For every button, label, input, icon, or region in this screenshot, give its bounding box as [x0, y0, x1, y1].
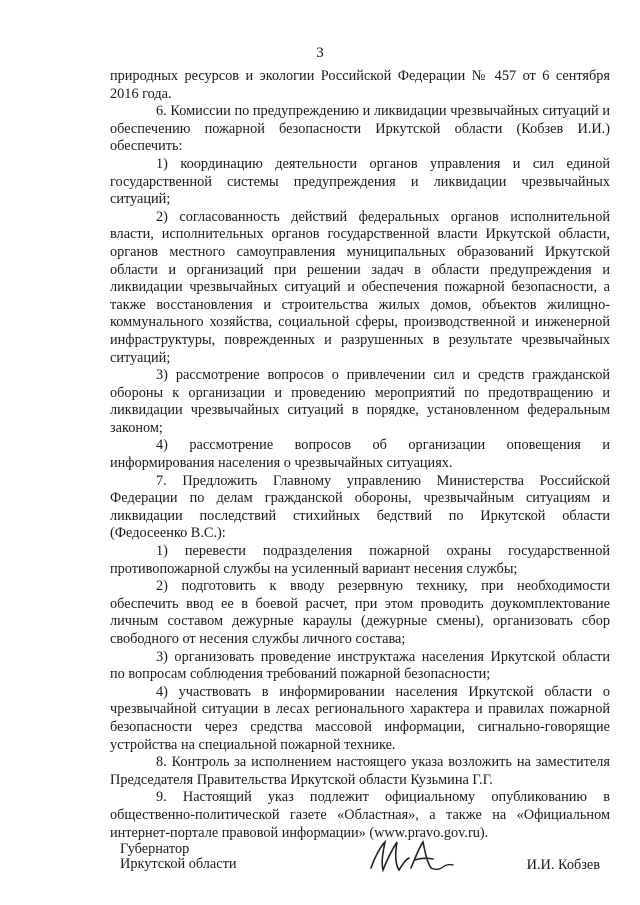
handwritten-signature-icon [365, 834, 455, 880]
paragraph: 2) согласованность действий федеральных органов исполнительной власти, исполнительных органов государственной власти Иркутской области, органов местного самоуправления муниципальных образований Иркутской области и организаций при решении задач в области предупреждения и ликвидации чрезвычайных ситуаций и обеспечения пожарной безопасности, а также восстановления и строительства жилых домов, объектов жилищно-коммунального хозяйства, социальной сферы, производственной и инженерной инфраструктуры, поврежденных и разрушенных в результате чрезвычайных ситуаций; [110, 208, 610, 366]
signature-block [110, 842, 610, 882]
signatory-title-line1: Губернатор [120, 841, 190, 857]
paragraph: 4) рассмотрение вопросов об организации оповещения и информирования населения о чрезвычайных ситуациях. [110, 437, 610, 472]
paragraph: 1) перевести подразделения пожарной охраны государственной противопожарной службы на усиленный вариант несения службы; [110, 543, 610, 577]
paragraph: 3) организовать проведение инструктажа населения Иркутской области по вопросам соблюдения требований пожарной безопасности; [110, 648, 610, 683]
paragraph: 4) участвовать в информировании населения Иркутской области о чрезвычайной ситуации в лесах регионального характера и правилах пожарной безопасности через средства массовой информации, сигнально-говорящие устройства на специальной пожарной технике. [110, 683, 610, 753]
document-body [110, 68, 610, 842]
paragraph: природных ресурсов и экологии Российской Федерации № 457 от 6 сентября 2016 года. [110, 68, 610, 102]
paragraph: 3) рассмотрение вопросов о привлечении сил и средств гражданской обороны к организации и проведению мероприятий по предотвращению и ликвидации чрезвычайных ситуаций в порядке, установленном федеральным законом; [110, 367, 610, 436]
paragraph: 1) координацию деятельности органов управления и сил единой государственной системы предупреждения и ликвидации чрезвычайных ситуаций; [110, 155, 610, 208]
paragraph: 9. Настоящий указ подлежит официальному опубликованию в общественно-политической газете «Областная», а также на «Официальном интернет-портале правовой информации» (www.pravo.gov.ru). [110, 789, 610, 841]
page-number: 3 [316, 45, 324, 61]
paragraph: 8. Контроль за исполнением настоящего указа возложить на заместителя Председателя Правительства Иркутской области Кузьмина Г.Г. [110, 754, 610, 788]
signatory-name: И.И. Кобзев [526, 857, 600, 873]
paragraph: 7. Предложить Главному управлению Министерства Российской Федерации по делам гражданской обороны, чрезвычайным ситуациям и ликвидации последствий стихийных бедствий по Иркутской области (Федосеенко В.С.): [110, 472, 610, 542]
signatory-title [120, 842, 237, 872]
paragraph: 2) подготовить к вводу резервную технику, при необходимости обеспечить ввод ее в боевой расчет, при этом проводить доукомплектование личным составом дежурные караулы (дежурные смены), организовать сбор свободного от несения службы личного состава; [110, 578, 610, 647]
paragraph: 6. Комиссии по предупреждению и ликвидации чрезвычайных ситуаций и обеспечению пожарной безопасности Иркутской области (Кобзев И.И.) обеспечить: [110, 103, 610, 155]
signatory-title-line2: Иркутской области [120, 856, 237, 872]
